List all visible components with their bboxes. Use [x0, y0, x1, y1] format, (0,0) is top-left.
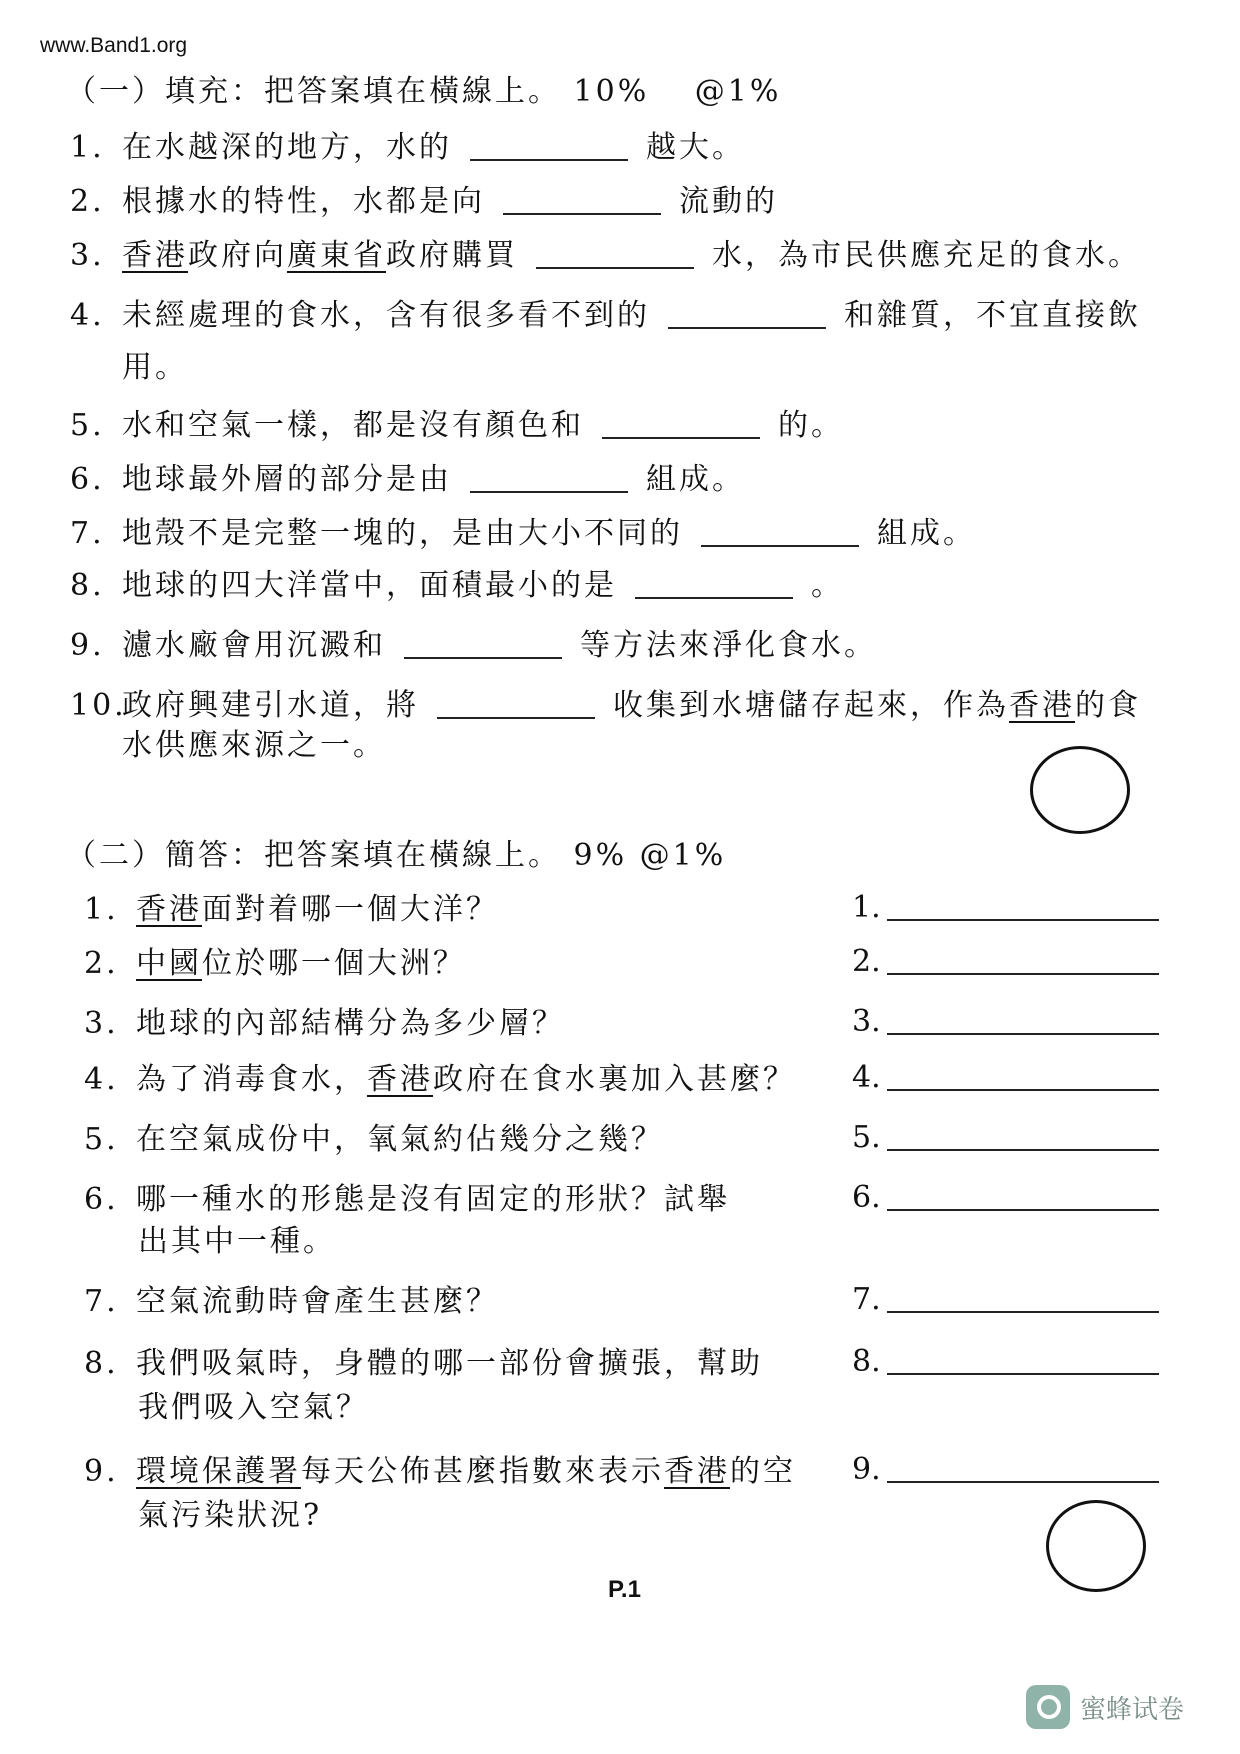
answer-number: 1.: [852, 890, 881, 925]
question-text: 哪一種水的形態是沒有固定的形狀？試舉: [136, 1182, 730, 1217]
s1-question-5: [70, 406, 844, 446]
answer-blank[interactable]: [437, 689, 595, 719]
site-url: www.Band1.org: [40, 34, 188, 57]
question-text: 空氣流動時會產生甚麼？: [136, 1284, 499, 1319]
question-number: 4.: [84, 1062, 119, 1097]
s2-question-4: [84, 1060, 796, 1100]
question-number: 8.: [70, 568, 105, 603]
s2-question-6-continued: 出其中一種。: [138, 1224, 336, 1259]
question-text-after: 水，為市民供應充足的食水。: [712, 238, 1141, 273]
watermark-text: 蜜蜂试卷: [1080, 1693, 1185, 1724]
question-number: 6.: [84, 1182, 119, 1217]
answer-number: 6.: [852, 1180, 881, 1215]
answer-blank[interactable]: [668, 299, 826, 329]
question-text: 地球最外層的部分是由: [122, 462, 452, 497]
score-circle-section2: [1046, 1500, 1146, 1592]
place-name-hong-kong: 香港: [122, 238, 188, 273]
question-text: 地殼不是完整一塊的，是由大小不同的: [122, 516, 683, 551]
question-text-after: 的。: [778, 408, 844, 443]
question-text: 政府向: [188, 238, 287, 273]
s2-question-5: [84, 1120, 664, 1160]
answer-line-7[interactable]: [852, 1282, 1159, 1317]
question-text-after: 收集到水塘儲存起來，作為: [613, 688, 1009, 723]
s2-question-8: [84, 1344, 763, 1384]
s1-question-4: [70, 296, 1141, 336]
question-text-after: 組成。: [877, 516, 976, 551]
answer-field[interactable]: [887, 1063, 1159, 1091]
answer-blank[interactable]: [470, 463, 628, 493]
s2-question-1: [84, 890, 499, 930]
question-text-after: 和雜質，不宜直接飲: [844, 298, 1141, 333]
question-number: 3.: [70, 238, 105, 273]
s1-question-4-continued: 用。: [122, 350, 188, 385]
section1-heading: （一）填充：把答案填在橫線上。 10% @1%: [66, 74, 782, 109]
answer-blank[interactable]: [404, 629, 562, 659]
answer-blank[interactable]: [470, 131, 628, 161]
place-name-guangdong: 廣東省: [287, 238, 386, 273]
question-text-after: 越大。: [646, 130, 745, 165]
question-number: 5.: [84, 1122, 119, 1157]
question-number: 9.: [84, 1454, 119, 1489]
question-number: 7.: [84, 1284, 119, 1319]
question-number: 1.: [70, 130, 105, 165]
answer-blank[interactable]: [701, 517, 859, 547]
watermark: [1026, 1685, 1184, 1729]
s2-question-2: [84, 944, 466, 984]
question-text: 的空: [730, 1454, 796, 1489]
answer-line-9[interactable]: [852, 1452, 1159, 1487]
question-text: 地球的內部結構分為多少層？: [136, 1006, 565, 1041]
question-text: 政府在食水裏加入甚麼？: [433, 1062, 796, 1097]
question-text: 為了消毒食水，: [136, 1062, 367, 1097]
question-text-after: 等方法來淨化食水。: [580, 628, 877, 663]
s2-question-3: [84, 1004, 565, 1044]
answer-field[interactable]: [887, 893, 1159, 921]
s2-question-6: [84, 1180, 730, 1220]
place-name-hong-kong: 香港: [136, 892, 202, 927]
s2-question-9: [84, 1452, 796, 1492]
question-number: 1.: [84, 892, 119, 927]
answer-blank[interactable]: [536, 239, 694, 269]
s1-question-6: [70, 460, 745, 500]
question-text: 我們吸氣時，身體的哪一部份會擴張，幫助: [136, 1346, 763, 1381]
answer-number: 4.: [852, 1060, 881, 1095]
answer-field[interactable]: [887, 1347, 1159, 1375]
answer-line-2[interactable]: [852, 944, 1159, 979]
question-text-after: 的食: [1075, 688, 1141, 723]
s1-question-9: [70, 626, 877, 666]
answer-line-3[interactable]: [852, 1004, 1159, 1039]
question-text: 在空氣成份中，氧氣約佔幾分之幾？: [136, 1122, 664, 1157]
department-name: 環境保護署: [136, 1454, 301, 1489]
page-number: P.1: [608, 1576, 641, 1603]
question-number: 2.: [70, 184, 105, 219]
place-name-hong-kong: 香港: [664, 1454, 730, 1489]
s1-question-10: [70, 686, 1141, 726]
answer-blank[interactable]: [635, 569, 793, 599]
s1-question-8: [70, 566, 844, 606]
s1-question-10-continued: 水供應來源之一。: [122, 728, 386, 763]
question-text: 未經處理的食水，含有很多看不到的: [122, 298, 650, 333]
question-number: 7.: [70, 516, 105, 551]
question-text: 面對着哪一個大洋？: [202, 892, 499, 927]
section2-heading: （二）簡答：把答案填在橫線上。 9% @1%: [66, 838, 727, 873]
answer-field[interactable]: [887, 1183, 1159, 1211]
s2-question-7: [84, 1282, 499, 1322]
question-number: 2.: [84, 946, 119, 981]
question-text: 地球的四大洋當中，面積最小的是: [122, 568, 617, 603]
answer-line-1[interactable]: [852, 890, 1159, 925]
answer-field[interactable]: [887, 947, 1159, 975]
question-number: 5.: [70, 408, 105, 443]
s1-question-2: [70, 182, 778, 222]
question-text: 政府興建引水道，將: [122, 688, 419, 723]
place-name-china: 中國: [136, 946, 202, 981]
s1-question-3: [70, 236, 1141, 276]
watermark-logo-icon: [1026, 1685, 1070, 1729]
answer-line-8[interactable]: [852, 1344, 1159, 1379]
answer-field[interactable]: [887, 1455, 1159, 1483]
question-text: 位於哪一個大洲？: [202, 946, 466, 981]
question-number: 4.: [70, 298, 105, 333]
answer-blank[interactable]: [503, 185, 661, 215]
answer-line-4[interactable]: [852, 1060, 1159, 1095]
question-text: 水和空氣一樣，都是沒有顏色和: [122, 408, 584, 443]
s1-question-1: [70, 128, 745, 168]
question-text: 根據水的特性，水都是向: [122, 184, 485, 219]
s2-question-8-continued: 我們吸入空氣？: [138, 1390, 369, 1425]
question-number: 8.: [84, 1346, 119, 1381]
question-text: 在水越深的地方，水的: [122, 130, 452, 165]
question-text: 每天公佈甚麼指數來表示: [301, 1454, 664, 1489]
answer-line-6[interactable]: [852, 1180, 1159, 1215]
score-circle-section1: [1030, 746, 1130, 834]
question-number: 3.: [84, 1006, 119, 1041]
question-number: 6.: [70, 462, 105, 497]
s2-question-9-continued: 氣污染狀況?: [138, 1498, 323, 1533]
answer-number: 2.: [852, 944, 881, 979]
s1-question-7: [70, 514, 976, 554]
answer-field[interactable]: [887, 1007, 1159, 1035]
question-text-after: 。: [811, 568, 844, 603]
answer-number: 8.: [852, 1344, 881, 1379]
answer-number: 5.: [852, 1120, 881, 1155]
place-name-hong-kong: 香港: [1009, 688, 1075, 723]
place-name-hong-kong: 香港: [367, 1062, 433, 1097]
answer-number: 9.: [852, 1452, 881, 1487]
question-number: 10.: [70, 688, 127, 723]
answer-number: 7.: [852, 1282, 881, 1317]
answer-number: 3.: [852, 1004, 881, 1039]
answer-line-5[interactable]: [852, 1120, 1159, 1155]
question-text-after: 組成。: [646, 462, 745, 497]
answer-field[interactable]: [887, 1123, 1159, 1151]
question-text: 政府購買: [386, 238, 518, 273]
question-text-after: 流動的: [679, 184, 778, 219]
answer-field[interactable]: [887, 1285, 1159, 1313]
question-text: 濾水廠會用沉澱和: [122, 628, 386, 663]
answer-blank[interactable]: [602, 409, 760, 439]
question-number: 9.: [70, 628, 105, 663]
